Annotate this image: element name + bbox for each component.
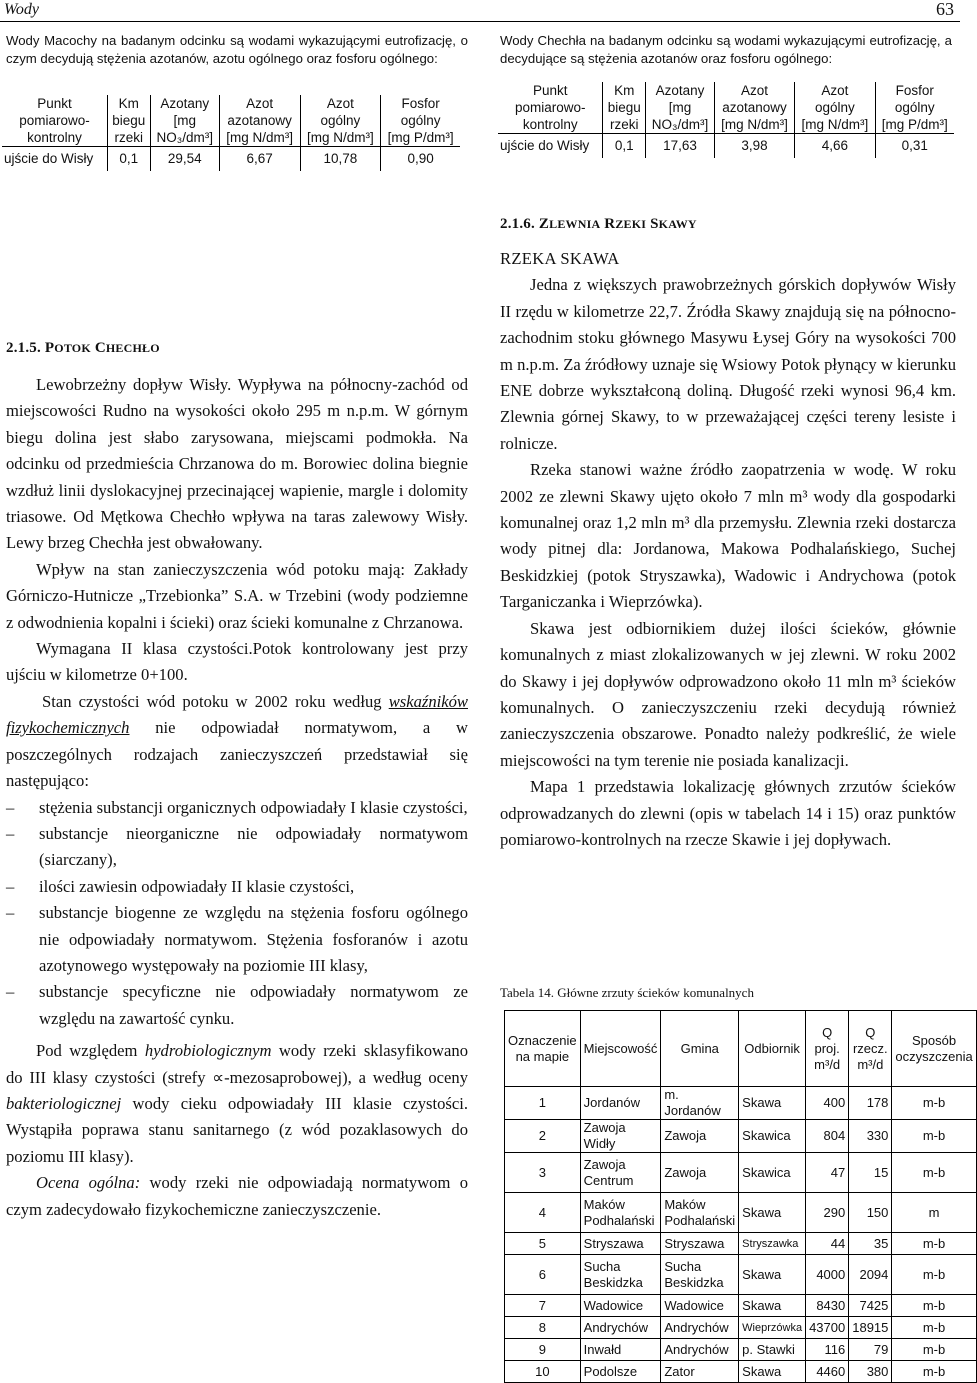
header-line: azotanowy [227, 113, 292, 128]
table-cell: 10,78 [300, 147, 381, 171]
header-line: [mg P/dm³] [881, 117, 948, 132]
table-header-row [505, 1011, 977, 1087]
table-cell: 150 [849, 1193, 892, 1233]
chechlo-intro: Wody Chechła na badanym odcinku są wodami wykazującymi eutrofizację, a decydujące są stężenia azotanów oraz fosforu ogólnego: [500, 33, 952, 66]
table-cell: 116 [806, 1339, 849, 1361]
header-line: biegu [607, 100, 641, 115]
text-run: bakteriologicznej [6, 1093, 122, 1113]
header-line: ogólny [894, 100, 935, 115]
header-line: [mg [668, 100, 692, 115]
column-header: Q proj. m³/d [806, 1011, 849, 1087]
paragraph [6, 689, 468, 795]
heading-number: 2.1.5. [6, 340, 41, 356]
table-cell: 3 [505, 1153, 581, 1193]
table-cell: Podolsze [580, 1361, 661, 1383]
table-cell: p. Stawki [739, 1339, 806, 1361]
column-header: Q rzecz. m³/d [849, 1011, 892, 1087]
table-cell: Skawa [739, 1255, 806, 1295]
table-cell: Zator [661, 1361, 739, 1383]
header-line: Azot [821, 83, 849, 98]
column-header [150, 95, 219, 147]
potok-chechlo-heading [6, 340, 468, 357]
page-header [0, 0, 960, 22]
table-row [505, 1087, 977, 1120]
table-cell: ujście do Wisły [500, 138, 590, 154]
heading-title-part: Z [538, 216, 550, 232]
column-header [714, 82, 794, 134]
list-item: – ilości zawiesin odpowiadały II klasie czystości, [6, 874, 468, 900]
table-cell: m-b [892, 1120, 976, 1153]
table-cell: Skawica [739, 1120, 806, 1153]
table-cell: Skawa [739, 1295, 806, 1317]
macocha-table [2, 95, 460, 171]
table-row [505, 1233, 977, 1255]
table-cell: 5 [505, 1233, 581, 1255]
table-cell: 17,63 [646, 134, 715, 158]
heading-title-part: HECHŁO [105, 341, 160, 355]
header-line: Punkt [37, 96, 72, 111]
header-line: [mg P/dm³] [387, 130, 454, 145]
pollution-list [6, 795, 468, 1033]
table-cell: 79 [849, 1339, 892, 1361]
table-cell: Skawa [739, 1361, 806, 1383]
column-header [300, 95, 381, 147]
header-line: ogólny [320, 113, 361, 128]
header-line: Azotany [655, 83, 705, 98]
header-line: [mg N/dm³] [226, 130, 294, 145]
table-cell: 178 [849, 1087, 892, 1120]
column-header [795, 82, 875, 134]
table-cell: ujście do Wisły [4, 151, 94, 167]
discharges-table [504, 1010, 977, 1383]
table-row [505, 1339, 977, 1361]
list-item: – substancje nieorganiczne nie odpowiadały normatywom (siarczany), [6, 821, 468, 874]
zlewnia-skawy-heading [500, 216, 956, 233]
table-row [505, 1317, 977, 1339]
section-title: Wody [4, 1, 39, 18]
table-cell: m-b [892, 1153, 976, 1193]
table-cell: m-b [892, 1087, 976, 1120]
header-line: Azot [246, 96, 274, 111]
table-cell: 380 [849, 1361, 892, 1383]
table-cell: Andrychów [580, 1317, 661, 1339]
header-line: NO₃/dm³] [156, 130, 213, 145]
header-line: [mg [173, 113, 197, 128]
header-line: kontrolny [27, 130, 82, 145]
column-header [2, 95, 107, 147]
table-cell: Maków Podhalański [580, 1193, 661, 1233]
table-cell: 0,90 [381, 147, 460, 171]
table-row [498, 134, 954, 158]
paragraph: Skawa jest odbiornikiem dużej ilości ścieków, głównie komunalnych z miast zlokalizowanych w jej zlewni. W roku 2002 do Skawy i jej dopływów odprowadzono około 11 mln m³ ścieków komunalnych. O zanieczyszczeniu rzeki decydują również zanieczyszczenia obszarowe. Ponadto należy podkreślić, że wiele miejscowości na tym terenie nie posiada kanalizacji. [500, 618, 956, 770]
table-cell: 6 [505, 1255, 581, 1295]
list-item: – substancje biogenne ze względu na stężenia fosforu ogólnego nie odpowiadały normatywom. Stężenia fosforanów i azotu azotynowego występowały na poziomie III klasy, [6, 900, 468, 979]
table-cell: 43700 [806, 1317, 849, 1339]
table-cell: Sucha Beskidzka [580, 1255, 661, 1295]
text-run: wody cieku odpowiadały III klasie czystości. Wystąpiła poprawa stanu sanitarnego (z wód pozaklasowych do poziomu III klasy). [6, 1093, 468, 1166]
table-cell: Wieprzówka [739, 1317, 806, 1339]
header-line: Km [614, 83, 635, 98]
table-cell: 0,31 [875, 134, 954, 158]
heading-title-part: OTOK [54, 341, 91, 355]
table-cell: m-b [892, 1233, 976, 1255]
table-cell: Maków Podhalański [661, 1193, 739, 1233]
header-line: [mg N/dm³] [306, 130, 374, 145]
river-name: RZEKA SKAWA [500, 249, 620, 268]
table-cell: 9 [505, 1339, 581, 1361]
table-cell: 804 [806, 1120, 849, 1153]
table-cell: 0,1 [107, 147, 150, 171]
list-item: – substancje specyficzne nie odpowiadały normatywom ze względu na zawartość cynku. [6, 979, 468, 1032]
table-cell: Zawoja [661, 1120, 739, 1153]
table-cell: 4,66 [795, 134, 875, 158]
header-line: azotanowy [722, 100, 787, 115]
table-cell: 4 [505, 1193, 581, 1233]
table-cell: 29,54 [150, 147, 219, 171]
heading-number: 2.1.6. [500, 216, 535, 232]
header-line: [mg N/dm³] [801, 117, 869, 132]
heading-title-part: P [44, 340, 55, 356]
text-run: Ocena ogólna: [36, 1173, 141, 1193]
page-number: 63 [936, 0, 954, 19]
column-header: Sposób oczyszczenia [892, 1011, 976, 1087]
heading-title-part: R [604, 216, 616, 232]
paragraph: Wpływ na stan zanieczyszczenia wód potoku mają: Zakłady Górniczo-Hutnicze „Trzebionka” S.A. w Trzebini (wody podziemne z odwodnienia kopalni i ścieki) oraz ścieki komunalne z Chrzanowa. [6, 559, 468, 632]
table-cell: Skawa [739, 1087, 806, 1120]
text-run: wody rzeki sklasyfikowano do III klasy czystości (strefy ∝-mezosaprobowej), a według oceny [6, 1041, 468, 1087]
table-cell: Sucha Beskidzka [661, 1255, 739, 1295]
header-line: pomiarowo- [514, 100, 586, 115]
heading-title-part: ZEKI [615, 217, 647, 231]
right-column [500, 32, 952, 68]
table-cell: 7425 [849, 1295, 892, 1317]
table-cell: Skawica [739, 1153, 806, 1193]
table-cell: 400 [806, 1087, 849, 1120]
table-cell: Wadowice [661, 1295, 739, 1317]
table-row [505, 1295, 977, 1317]
table-cell: Inwałd [580, 1339, 661, 1361]
header-line: Fosfor [895, 83, 934, 98]
header-line: biegu [112, 113, 146, 128]
table-cell: Skawa [739, 1193, 806, 1233]
table-cell: Zawoja Widły [580, 1120, 661, 1153]
paragraph [6, 1038, 468, 1170]
table-cell: 6,67 [219, 147, 300, 171]
column-header [498, 82, 603, 134]
table-cell: Jordanów [580, 1087, 661, 1120]
paragraph [6, 1170, 468, 1223]
header-line: [mg N/dm³] [721, 117, 788, 132]
table-row [505, 1193, 977, 1233]
macocha-intro: Wody Macochy na badanym odcinku są wodami wykazującymi eutrofizację, o czym decydują stężenia azotanów, azotu ogólnego oraz fosforu ogólnego: [6, 33, 468, 66]
table-cell: Andrychów [661, 1317, 739, 1339]
text-run: wskaźników fizykochemicznych [6, 691, 468, 738]
left-column [6, 32, 468, 68]
table-cell: 44 [806, 1233, 849, 1255]
table-cell: m-b [892, 1361, 976, 1383]
table-cell: Stryszawa [661, 1233, 739, 1255]
table-row [505, 1120, 977, 1153]
paragraph: Lewobrzeżny dopływ Wisły. Wypływa na północny-zachód od miejscowości Rudno na wysokości około 295 m n.p.m. W górnym biegu dolina jest słabo zarysowana, miejscami podmokła. Na odcinku od przedmieścia Chrzanowa do m. Borowiec dolina biegnie wzdłuż linii dyslokacyjnej przecinającej wapienie, margle i dolomity triasowe. Od Mętkowa Chechło wpływa na taras zalewowy Wisły. Lewy brzeg Chechła jest obwałowany. [6, 375, 468, 553]
table-cell: 330 [849, 1120, 892, 1153]
table-cell: 4000 [806, 1255, 849, 1295]
table-cell: 2094 [849, 1255, 892, 1295]
heading-title-part: C [94, 340, 106, 356]
header-line: kontrolny [522, 117, 578, 132]
column-header [603, 82, 646, 134]
table-row [505, 1361, 977, 1383]
table-header-row [498, 82, 954, 134]
table-row [2, 147, 460, 171]
paragraph: Jedna z większych prawobrzeżnych górskich dopływów Wisły II rzędu w kilometrze 22,7. Źródła Skawy znajdują się na północno-zachodnim stoku głównego Masywu Łysej Góry na wysokości 700 m n.p.m. Za źródłowy uznaje się Wsiowy Potok płynący w kierunku ENE dobrze wykształconą doliną. Długość rzeki wynosi 96,4 km. Zlewnia górnej Skawy, to w przeważającej części tereny lesiste i rolnicze. [500, 275, 956, 453]
paragraph: Mapa 1 przedstawia lokalizację głównych zrzutów ścieków odprowadzanych do zlewni (opis w tabelach 14 i 15) oraz punktów pomiarowo-kontrolnych na rzecze Skawie i jej dopływach. [500, 777, 956, 849]
table-cell: 1 [505, 1087, 581, 1120]
macocha-table-wrap [2, 95, 464, 171]
table-cell: Zawoja Centrum [580, 1153, 661, 1193]
table-cell: 47 [806, 1153, 849, 1193]
table-cell: Andrychów [661, 1339, 739, 1361]
table-cell: m-b [892, 1255, 976, 1295]
table-cell: 7 [505, 1295, 581, 1317]
column-header: Miejscowość [580, 1011, 661, 1087]
column-header [646, 82, 715, 134]
text-run: nie odpowiadał normatywom, a w poszczególnych rodzajach zanieczyszczeń przedstawiał się następująco: [6, 718, 468, 791]
table-cell: 10 [505, 1361, 581, 1383]
table-cell: Zawoja [661, 1153, 739, 1193]
table-row [505, 1255, 977, 1295]
text-run: Pod względem [36, 1041, 145, 1061]
table-cell: 4460 [806, 1361, 849, 1383]
header-line: rzeki [114, 130, 144, 145]
table-cell: 35 [849, 1233, 892, 1255]
table-cell: 8 [505, 1317, 581, 1339]
column-header [381, 95, 460, 147]
skawa-body [500, 246, 956, 853]
header-line: Fosfor [401, 96, 440, 111]
table-cell: 2 [505, 1120, 581, 1153]
header-line: ogólny [400, 113, 441, 128]
header-line: pomiarowo- [19, 113, 90, 128]
table-cell: Stryszawa [580, 1233, 661, 1255]
table-header-row [2, 95, 460, 147]
text-run: Stan czystości wód potoku w 2002 roku według [42, 691, 389, 711]
header-line: Azotany [160, 96, 210, 111]
header-line: Km [118, 96, 139, 111]
header-line: NO₃/dm³] [651, 117, 709, 132]
chechlo-table [498, 82, 954, 158]
header-line: Punkt [532, 83, 568, 98]
paragraph: Wymagana II klasa czystości.Potok kontrolowany jest przy ujściu w kilometrze 0+100. [6, 639, 468, 685]
column-header: Odbiornik [739, 1011, 806, 1087]
header-line: rzeki [610, 117, 639, 132]
column-header [107, 95, 150, 147]
column-header: Oznaczenie na mapie [505, 1011, 581, 1087]
table-cell: m [892, 1193, 976, 1233]
table-cell: Stryszawka [739, 1233, 806, 1255]
header-line: Azot [741, 83, 769, 98]
column-header [219, 95, 300, 147]
heading-title-part: KAWY [658, 217, 697, 231]
table-cell: 15 [849, 1153, 892, 1193]
chechlo-body [6, 372, 468, 1223]
table-cell: 3,98 [714, 134, 794, 158]
paragraph: Rzeka stanowi ważne źródło zaopatrzenia w wodę. W roku 2002 ze zlewni Skawy ujęto około 7 mln m³ wody dla gospodarki komunalnej oraz 1,2 mln m³ dla przemysłu. Zlewnia rzeki dostarcza wody pitnej dla: Jordanowa, Makowa Podhalańskiego, Suchej Beskidzkiej (potok Stryszawka), Wadowic i Andrychowa (potok Targaniczanka i Wieprzówka). [500, 460, 956, 612]
table-cell: 18915 [849, 1317, 892, 1339]
table-cell: 290 [806, 1193, 849, 1233]
table-caption: Tabela 14. Główne zrzuty ścieków komunalnych [500, 985, 754, 1000]
table-cell: 8430 [806, 1295, 849, 1317]
column-header: Gmina [661, 1011, 739, 1087]
table-cell: 0,1 [603, 134, 646, 158]
table14-caption [500, 985, 956, 1001]
heading-title-part: LEWNIA [549, 217, 601, 231]
text-run: hydrobiologicznym [144, 1041, 272, 1061]
table-cell: Wadowice [580, 1295, 661, 1317]
list-item: – stężenia substancji organicznych odpowiadały I klasie czystości, [6, 795, 468, 821]
table14-wrap [504, 1010, 973, 1383]
chechlo-table-wrap [498, 82, 956, 158]
header-line: ogólny [814, 100, 855, 115]
table-cell: m. Jordanów [661, 1087, 739, 1120]
table-cell: m-b [892, 1295, 976, 1317]
text-run: wody rzeki nie odpowiadają normatywom o czym zadecydowało fizykochemiczne zanieczyszczenie. [6, 1173, 468, 1219]
column-header [875, 82, 954, 134]
table-cell: m-b [892, 1339, 976, 1361]
heading-title-part: S [650, 216, 659, 232]
table-row [505, 1153, 977, 1193]
table-cell: m-b [892, 1317, 976, 1339]
header-line: Azot [326, 96, 354, 111]
